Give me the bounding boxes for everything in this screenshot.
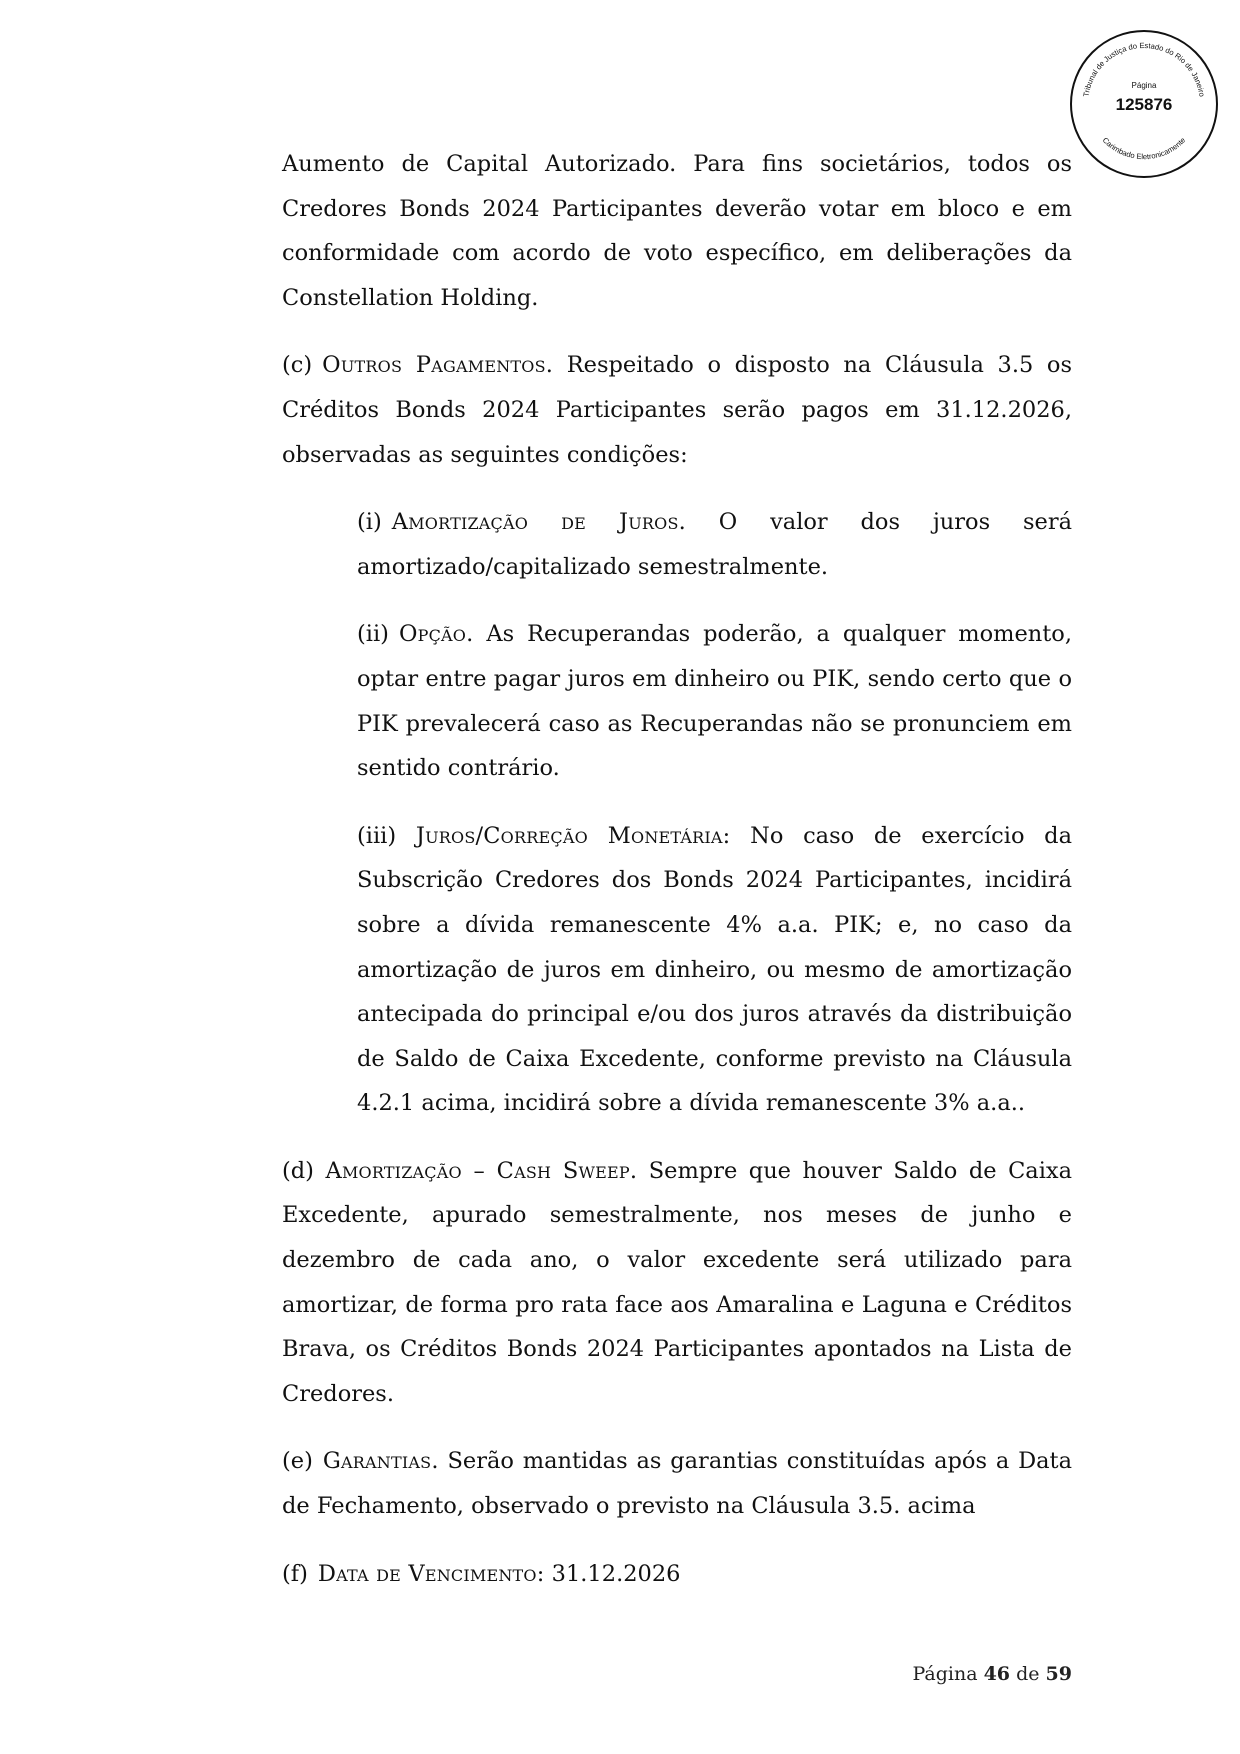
stamp-bottom-text: Carimbado Eletronicamente: [1100, 135, 1188, 162]
footer-total-pages: 59: [1045, 1663, 1072, 1685]
footer-prefix: Página: [912, 1663, 978, 1685]
clause-c-iii-text: No caso de exercício da Subscrição Credores dos Bonds 2024 Participantes, incidirá sobre a dívida remanescente 4% a.a. PIK; e, no caso da amortização de juros em dinheiro, ou mesmo de amortização antecipada do principal e/ou dos juros através da distribuição de Saldo de Caixa Excedente, conforme previsto na Cláusula 4.2.1 acima, incidirá sobre a dívida remanescente 3% a.a..: [357, 822, 1073, 1117]
clause-c-iii-marker: (iii): [357, 822, 397, 849]
stamp-top-text: Tribunal de Justiça do Estado do Rio de Janeiro: [1081, 40, 1207, 98]
clause-e-heading: Garantias.: [322, 1448, 439, 1475]
clause-e-marker: (e): [282, 1448, 313, 1475]
page-footer: [912, 1663, 1072, 1685]
footer-page-number: 46: [983, 1663, 1011, 1685]
clause-c-iii: [357, 814, 1072, 1126]
clause-c-ii-text: As Recuperandas poderão, a qualquer momento, optar entre pagar juros em dinheiro ou PIK, sendo certo que o PIK prevalecerá caso as Recuperandas não se pronunciem em sentido contrário.: [357, 621, 1072, 782]
clause-f-text: 31.12.2026: [544, 1560, 681, 1587]
clause-c-ii-marker: (ii): [357, 621, 389, 648]
clause-c-iii-heading: Juros/Correção Monetária:: [415, 822, 731, 849]
clause-d-marker: (d): [282, 1157, 314, 1184]
clause-c-i-text: O valor dos juros será amortizado/capitalizado semestralmente.: [357, 509, 1072, 580]
clause-e-text: Serão mantidas as garantias constituídas após a Data de Fechamento, observado o previsto na Cláusula 3.5. acima: [282, 1448, 1072, 1520]
court-stamp: [1068, 28, 1220, 180]
clause-c-marker: (c): [282, 352, 313, 379]
clause-f: [282, 1552, 1072, 1597]
clause-f-marker: (f): [282, 1560, 308, 1587]
clause-c-ii-heading: Opção.: [398, 621, 474, 648]
clause-d-text: Sempre que houver Saldo de Caixa Excedente, apurado semestralmente, nos meses de junho e dezembro de cada ano, o valor excedente será utilizado para amortizar, de forma pro rata face aos Amaralina e Laguna e Créditos Brava, os Créditos Bonds 2024 Participantes apontados na Lista de Credores.: [282, 1157, 1073, 1407]
stamp-number: 125876: [1115, 95, 1173, 114]
clause-d-heading: Amortização – Cash Sweep.: [325, 1157, 638, 1184]
clause-c-i-marker: (i): [357, 509, 382, 536]
stamp-label: Página: [1131, 81, 1157, 90]
clause-c-ii: [357, 612, 1072, 790]
clause-c-i: [357, 500, 1072, 589]
clause-c-text: Respeitado o disposto na Cláusula 3.5 os Créditos Bonds 2024 Participantes serão pagos em 31.12.2026, observadas as seguintes condições:: [282, 352, 1072, 468]
footer-middle: de: [1016, 1663, 1040, 1685]
clause-e: [282, 1439, 1072, 1528]
paragraph-intro: [282, 142, 1072, 320]
clause-c-heading: Outros Pagamentos.: [322, 352, 554, 379]
document-body: [282, 142, 1072, 1619]
court-seal-icon: [1068, 28, 1220, 180]
clause-f-heading: Data de Vencimento:: [317, 1560, 545, 1587]
clause-d: [282, 1149, 1072, 1417]
clause-c-i-heading: Amortização de Juros.: [391, 509, 686, 536]
paragraph-intro-text: Aumento de Capital Autorizado. Para fins societários, todos os Credores Bonds 2024 Participantes deverão votar em bloco e em conformidade com acordo de voto específico, em deliberações da Constellation Holding.: [282, 151, 1072, 311]
clause-c: [282, 343, 1072, 477]
